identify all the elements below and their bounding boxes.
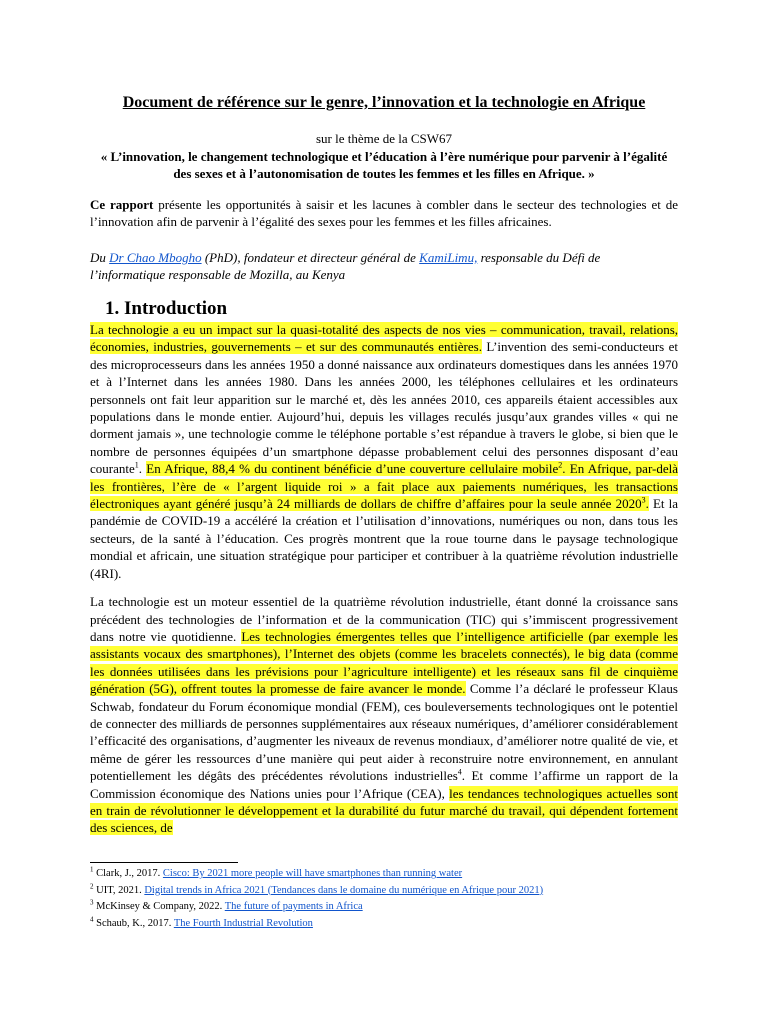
footnote-ref-3[interactable]: 3 <box>641 495 646 505</box>
footnotes <box>90 866 678 932</box>
paragraph-2-text-2: Comme l’a déclaré le professeur Klaus Schwab, fondateur du Forum économique mondial (FEM), ces bouleversements technologiques ont le potentiel de connecter des milliards de personnes supplémentaires aux réseaux numériques, d’améliorer considérablement l’efficacité des organisations, d’augmenter les niveaux de revenus mondiaux, d’améliorer notre qualité de vie, et même de gérer les ressources d’une manière qui peut aider à reconstruire notre environnement, en annulant potentiellement les dégâts des précédentes révolutions industrielles <box>90 681 678 784</box>
paragraph-1-text-2: . <box>138 461 147 477</box>
author-line <box>90 249 678 283</box>
footnote-number: 1 <box>90 865 94 874</box>
paragraph-2-text: La technologie est un moteur essentiel de la quatrième révolution industrielle, étant donné la croissance sans précédent des technologies de l’information et de la communication (TIC) qui s’immiscent progressivement dans notre vie quotidienne. <box>90 594 678 644</box>
document-theme: « L’innovation, le changement technologique et l’éducation à l’ère numérique pour parvenir à l’égalité des sexes et à l’autonomisation de toutes les femmes et les filles en Afrique. » <box>100 149 668 181</box>
highlight-2-text-a: En Afrique, 88,4 % du continent bénéficie d’une couverture cellulaire mobile <box>146 461 559 477</box>
footnote-number: 3 <box>90 898 94 907</box>
report-summary <box>90 196 678 230</box>
highlight-4: les tendances technologiques actuelles sont en train de révolutionner le développement et la durabilité du futur marché du travail, qui dépendent fortement des sciences, de <box>90 785 679 836</box>
section-heading: 1. Introduction <box>105 298 228 319</box>
footnote-citation: UIT, 2021. <box>93 884 145 896</box>
paragraph-1 <box>90 321 678 582</box>
highlight-2-text-c: . <box>645 496 649 512</box>
footnote-2 <box>90 883 678 900</box>
footnote-4 <box>90 916 678 933</box>
footnote-number: 2 <box>90 882 94 891</box>
footnote-link[interactable]: The Fourth Industrial Revolution <box>173 917 313 929</box>
footnote-ref-1[interactable]: 1 <box>134 460 139 470</box>
author-prefix: Du <box>90 250 110 265</box>
author-suffix: responsable du Défi de l’informatique responsable de Mozilla, au Kenya <box>90 250 601 282</box>
footnote-link[interactable]: Digital trends in Africa 2021 (Tendances dans le domaine du numérique en Afrique pour 2021) <box>144 884 544 896</box>
footnote-3 <box>90 899 678 916</box>
paragraph-1-text: L’invention des semi-conducteurs et des microprocesseurs dans les années 1950 a donné naissance aux ordinateurs domestiques dans les années 1970 et à l’Internet dans les années 1980. Dans les années 2000, les téléphones cellulaires et les ordinateurs personnels ont fait leur apparition sur le marché et, dès les années 2010, ces appareils étaient accessibles aux populations dans le monde entier. Aujourd’hui, depuis les villages reculés jusqu’aux grandes villes « qui ne dorment jamais », une technologie comme le téléphone portable s’est répandue à travers le globe, si bien que le nombre de personnes équipées d’un smartphone dépasse probablement celui des personnes disposant d’eau courante <box>90 339 678 477</box>
highlight-2-text-b: . En Afrique, par-delà les frontières, l’ère de « l’argent liquide roi » a fait place aux paiements numériques, les transactions électroniques ayant généré jusqu’à 24 milliards de dollars de chiffre d’affaires pour la seule année 2020 <box>90 461 678 512</box>
paragraph-2-text-3: . Et comme l’affirme un rapport de la Commission économique des Nations unies pour l’Afrique (CEA), <box>90 768 678 801</box>
footnote-number: 4 <box>90 915 94 924</box>
author-name-link[interactable]: Dr Chao Mbogho <box>109 250 202 265</box>
document-title: Document de référence sur le genre, l’innovation et la technologie en Afrique <box>122 94 646 111</box>
footnote-link[interactable]: The future of payments in Africa <box>224 901 363 913</box>
footnote-ref-2[interactable]: 2 <box>558 460 563 470</box>
highlight-1: La technologie a eu un impact sur la quasi-totalité des aspects de nos vies – communication, travail, relations, économies, industries, gouvernements – et sur des communautés entières. <box>90 322 678 355</box>
report-summary-text: présente les opportunités à saisir et les lacunes à combler dans le secteur des technologies et de l’innovation afin de parvenir à l’égalité des sexes pour les femmes et les filles africaines. <box>90 197 678 229</box>
footnote-citation: Schaub, K., 2017. <box>93 917 174 929</box>
footnote-citation: Clark, J., 2017. <box>93 868 163 879</box>
footnote-separator <box>90 862 238 863</box>
paragraph-2 <box>90 593 678 837</box>
footnote-ref-4[interactable]: 4 <box>457 767 462 777</box>
author-role: (PhD), fondateur et directeur général de <box>201 250 420 265</box>
highlight-2 <box>90 461 678 511</box>
paragraph-1-text-3: Et la pandémie de COVID-19 a accéléré la création et l’utilisation d’innovations, numériques ou non, dans tous les secteurs, de la santé à l’éducation. Ces progrès montrent que la roue tourne dans le paysage technologique mondial et africain, une situation stratégique pour participer et contribuer à la quatrième révolution industrielle (4RI). <box>90 496 679 581</box>
document-subtitle: sur le thème de la CSW67 <box>315 131 453 146</box>
organization-link[interactable]: KamiLimu, <box>419 250 478 265</box>
footnote-citation: McKinsey & Company, 2022. <box>93 901 225 913</box>
section-body <box>90 321 678 848</box>
highlight-3: Les technologies émergentes telles que l’intelligence artificielle (par exemple les assistants vocaux des smartphones), l’Internet des objets (comme les bracelets connectés), le big data (comme les données utilisées dans les prévisions pour l’agriculture intelligente) et les réseaux sans fil de cinquième génération (5G), offrent toutes la promesse de faire avancer le monde. <box>90 628 678 697</box>
report-summary-lead: Ce rapport <box>90 197 154 212</box>
footnote-1 <box>90 866 678 883</box>
footnote-link[interactable]: Cisco: By 2021 more people will have smartphones than running water <box>162 868 463 879</box>
